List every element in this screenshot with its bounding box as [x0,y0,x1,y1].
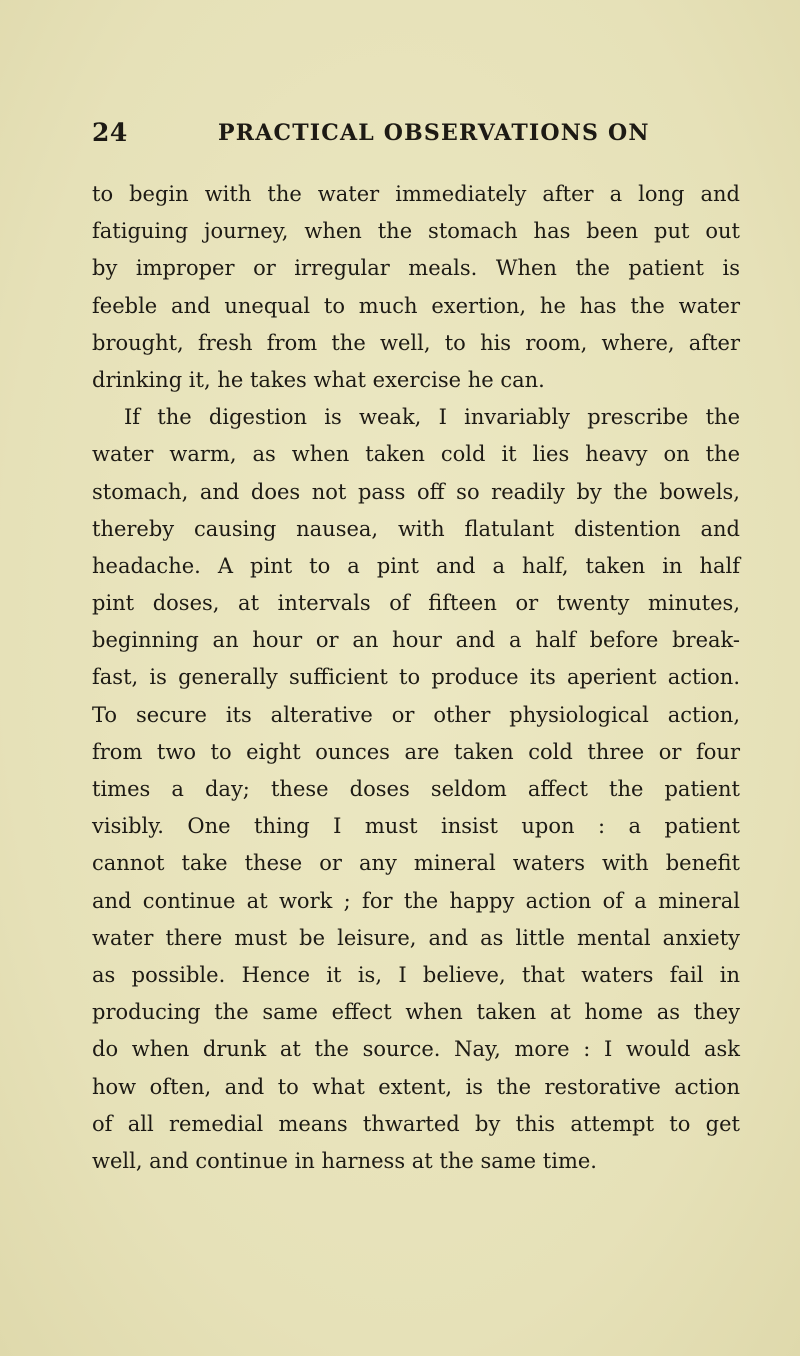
text-line: brought, fresh from the well, to his room, where, after [92,330,740,355]
text-line: of all remedial means thwarted by this attempt to get [92,1111,740,1136]
text-line: pint doses, at intervals of fifteen or twenty minutes, [92,591,740,616]
text-line: water there must be leisure, and as little mental anxiety [92,925,740,950]
text-line: thereby causing nausea, with flatulant distention and [92,516,740,541]
text-line: To secure its alterative or other physiological action, [92,702,740,727]
body-text [92,176,740,1180]
text-line: how often, and to what extent, is the restorative action [92,1074,740,1099]
text-line: well, and continue in harness at the same time. [92,1148,597,1173]
text-line: visibly. One thing I must insist upon : a patient [92,814,740,839]
text-line: and continue at work ; for the happy action of a mineral [92,888,740,913]
text-line: by improper or irregular meals. When the patient is [92,256,740,281]
text-line: If the digestion is weak, I invariably prescribe the [124,405,740,430]
text-line: headache. A pint to a pint and a half, taken in half [92,553,740,578]
text-line: to begin with the water immediately after a long and [92,182,740,206]
text-line: feeble and unequal to much exertion, he has the water [92,293,740,318]
page-header [92,118,740,158]
text-line: fast, is generally sufficient to produce its aperient action. [92,665,740,690]
text-line: beginning an hour or an hour and a half before break- [92,628,740,653]
text-line: stomach, and does not pass off so readily by the bowels, [92,479,740,504]
text-line: do when drunk at the source. Nay, more : I would ask [92,1037,740,1062]
running-head: PRACTICAL OBSERVATIONS ON [218,120,650,146]
text-line: from two to eight ounces are taken cold three or four [92,739,740,764]
text-line: producing the same effect when taken at home as they [92,1000,740,1025]
text-line: water warm, as when taken cold it lies heavy on the [92,442,740,467]
page-number: 24 [92,118,128,147]
text-line: fatiguing journey, when the stomach has been put out [92,219,740,244]
text-line: cannot take these or any mineral waters with benefit [92,851,740,876]
text-line: as possible. Hence it is, I believe, that waters fail in [92,962,740,987]
text-line: drinking it, he takes what exercise he can. [92,367,545,392]
text-line: times a day; these doses seldom affect the patient [92,777,740,801]
